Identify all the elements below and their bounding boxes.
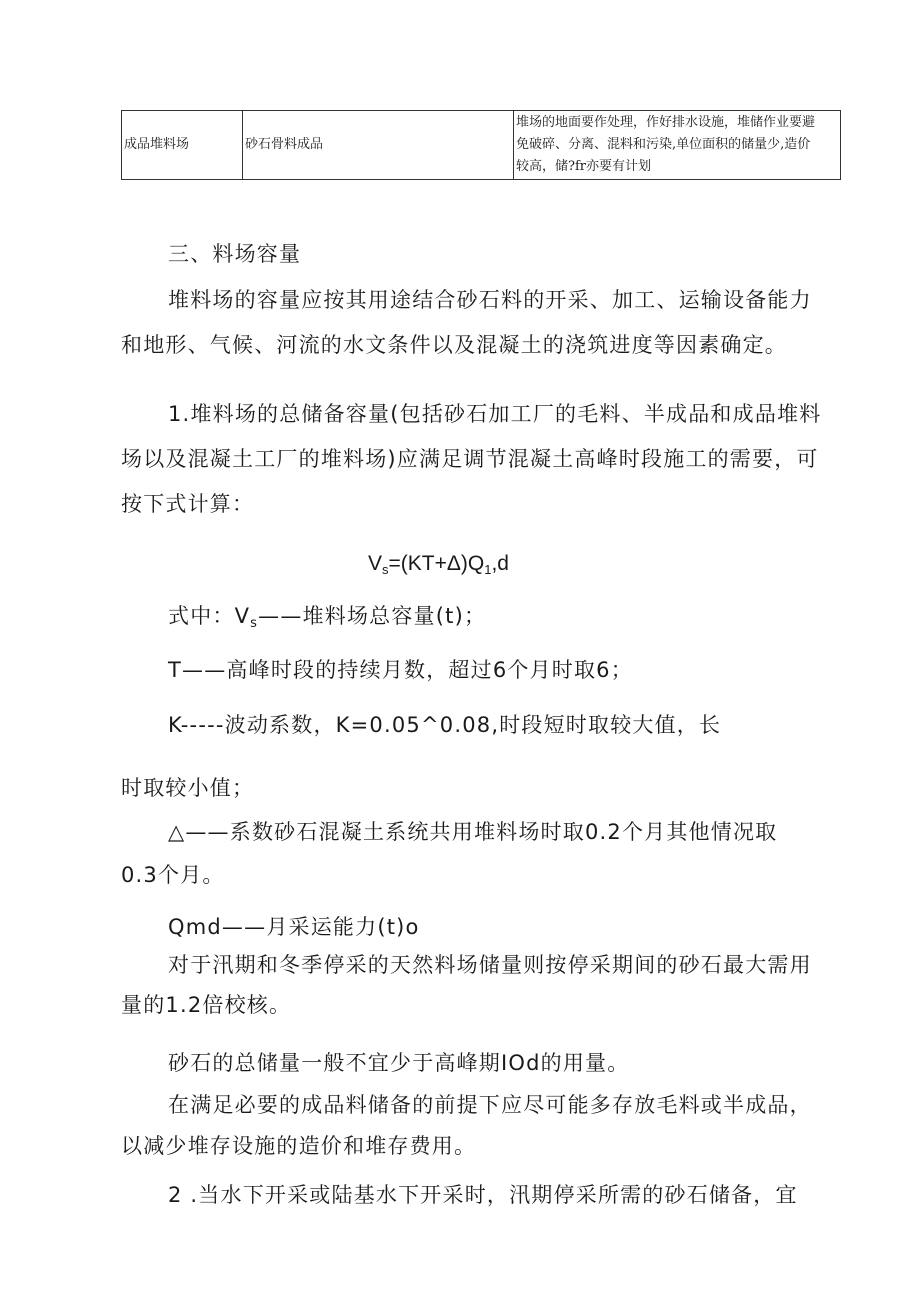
def-qmd: Qmd——月采运能力(t)o [168, 915, 420, 939]
table-cell-material: 砂石骨料成品 [243, 111, 514, 180]
formula-lhs-sub: s [382, 562, 389, 577]
def-delta-cont: 0.3个月。 [121, 863, 225, 887]
item1-line: 1.堆料场的总储备容量(包括砂石加工厂的毛料、半成品和成品堆料 [168, 402, 822, 426]
stockyard-table [121, 110, 841, 180]
note-line: 堆场的地面要作处理，作好排水设施，堆储作业要避 [516, 115, 816, 130]
reserve-line: 在满足必要的成品料储备的前提下应尽可能多存放毛料或半成品， [168, 1093, 812, 1117]
table-cell-name: 成品堆料场 [122, 111, 243, 180]
table-row [122, 111, 841, 180]
item1-line: 场以及混凝土工厂的堆料场)应满足调节混凝土高峰时段施工的需要，可 [121, 447, 819, 471]
reserve-line: 以减少堆存设施的造价和堆存费用。 [121, 1134, 477, 1158]
storage-formula [368, 552, 509, 577]
flood-line: 对于汛期和冬季停采的天然料场储量则按停采期间的砂石最大需用 [168, 953, 812, 977]
def-k-cont: 时取较小值； [121, 776, 255, 800]
formula-mid: =(KT+Δ)Q [388, 552, 485, 575]
note-line: 免破碎、分离、混料和污染,单位面积的储量少,造价 [516, 137, 811, 152]
intro-line: 堆料场的容量应按其用途结合砂石料的开采、加工、运输设备能力 [168, 288, 812, 312]
def-delta: △——系数砂石混凝土系统共用堆料场时取0.2个月其他情况取 [168, 820, 778, 844]
item1-line: 按下式计算： [121, 492, 255, 516]
section-heading: 三、料场容量 [168, 242, 302, 266]
def-vs-sub: s [250, 616, 259, 631]
total-storage-line: 砂石的总储量一般不宜少于高峰期IOd的用量。 [168, 1051, 630, 1075]
flood-line: 量的1.2倍校核。 [121, 993, 292, 1017]
def-vs-prefix: 式中：V [168, 604, 251, 628]
def-vs [168, 602, 486, 638]
formula-tail: ,d [491, 552, 509, 575]
note-line: 较高，储?fr亦要有计划 [516, 159, 651, 174]
def-vs-text: ——堆料场总容量(t)； [258, 604, 487, 628]
intro-line: 和地形、气候、河流的水文条件以及混凝土的浇筑进度等因素确定。 [121, 333, 787, 357]
table-cell-note [514, 111, 841, 180]
def-k: K-----波动系数，K=0.05^0.08,时段短时取较大值，长 [168, 713, 722, 737]
formula-mid-sub: 1 [484, 562, 492, 577]
def-t: T——高峰时段的持续月数，超过6个月时取6； [168, 658, 633, 682]
item2-line: 2 .当水下开采或陆基水下开采时，汛期停采所需的砂石储备，宜 [168, 1183, 798, 1207]
formula-lhs: V [368, 552, 383, 575]
